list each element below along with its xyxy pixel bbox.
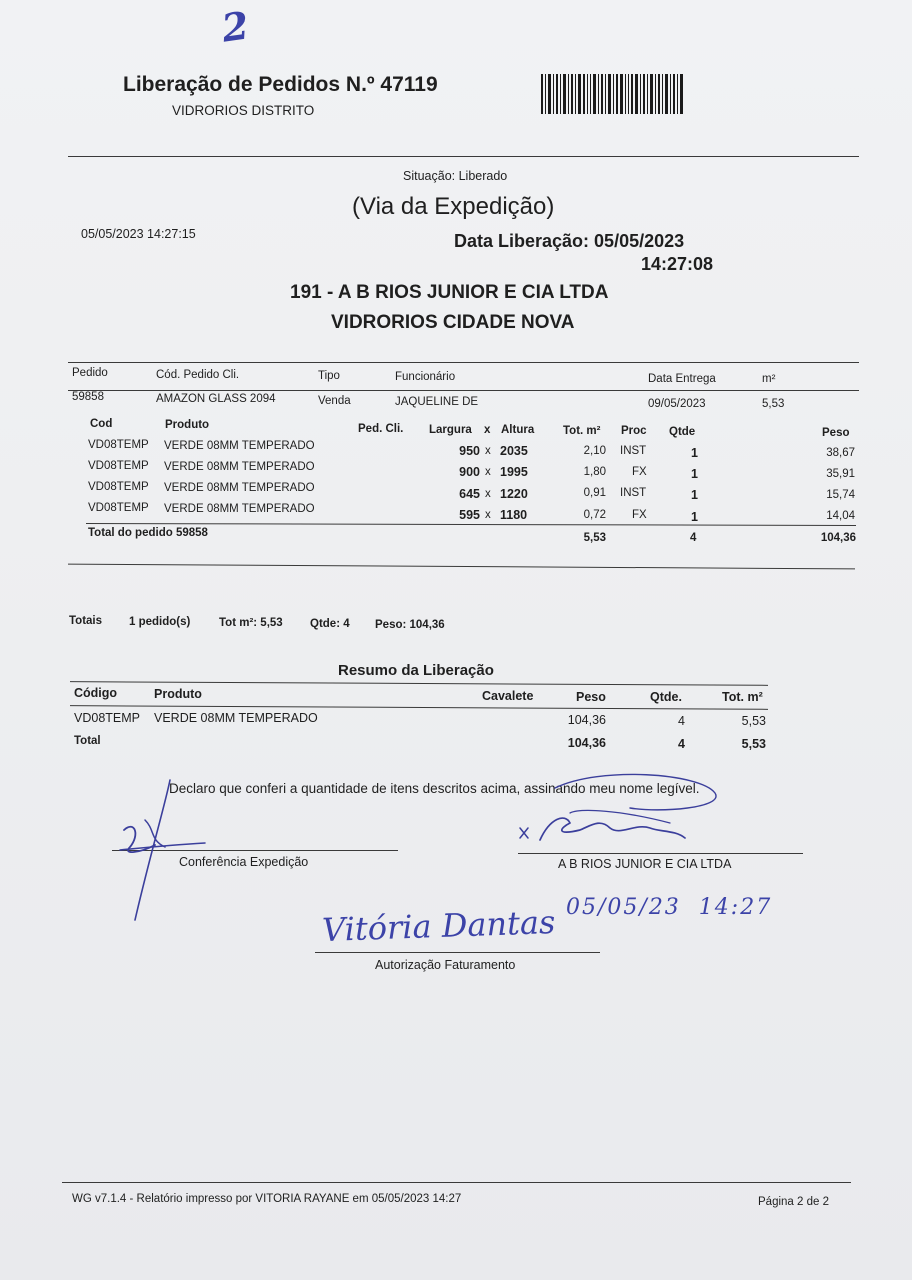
totais-m2: Tot m²: 5,53 xyxy=(219,617,283,629)
document-title: Liberação de Pedidos N.º 47119 xyxy=(123,73,438,96)
items-col-largura: Largura xyxy=(429,424,472,436)
item-qtde: 1 xyxy=(691,488,698,502)
item-peso: 14,04 xyxy=(826,510,855,522)
printed-datetime: 05/05/2023 14:27:15 xyxy=(81,227,196,241)
resumo-col-cavalete: Cavalete xyxy=(482,689,534,703)
item-altura: 2035 xyxy=(500,444,528,458)
resumo-row-codigo: VD08TEMP xyxy=(74,711,140,725)
items-col-qtde: Qtde xyxy=(669,426,696,438)
item-produto: VERDE 08MM TEMPERADO xyxy=(164,503,315,515)
item-produto: VERDE 08MM TEMPERADO xyxy=(164,440,315,452)
footer-page-number: Página 2 de 2 xyxy=(758,1196,829,1208)
company-name: VIDRORIOS DISTRITO xyxy=(172,103,315,118)
item-peso: 15,74 xyxy=(826,489,855,501)
items-col-ped-cli: Ped. Cli. xyxy=(358,423,404,435)
items-total-qtde: 4 xyxy=(690,532,697,544)
item-proc: INST xyxy=(620,487,647,499)
handwritten-name-signature: Vitória Dantas xyxy=(321,902,556,950)
item-x: x xyxy=(485,488,491,500)
conferencia-signature-icon xyxy=(110,775,220,925)
barcode-icon xyxy=(541,74,683,114)
item-largura: 900 xyxy=(459,465,480,479)
label-conferencia-expedicao: Conferência Expedição xyxy=(179,855,309,869)
items-col-peso: Peso xyxy=(822,427,850,439)
item-tot-m2: 0,91 xyxy=(583,487,606,499)
item-qtde: 1 xyxy=(691,446,698,460)
order-pedido-value: 59858 xyxy=(72,391,104,403)
resumo-header-rule xyxy=(70,705,768,710)
hora-liberacao: 14:27:08 xyxy=(641,254,714,274)
order-data-entrega-value: 09/05/2023 xyxy=(648,398,706,410)
item-proc: FX xyxy=(632,509,647,521)
items-total-label: Total do pedido 59858 xyxy=(88,527,208,539)
col-pedido: Pedido xyxy=(72,367,108,379)
client-signature-icon xyxy=(510,768,730,858)
item-proc: INST xyxy=(620,445,647,457)
handwritten-date: 05/05/23 14:27 xyxy=(566,895,773,920)
item-altura: 1180 xyxy=(500,508,528,522)
item-altura: 1220 xyxy=(500,487,528,501)
footer-report-info: WG v7.1.4 - Relatório impresso por VITORIA RAYANE em 05/05/2023 14:27 xyxy=(72,1193,462,1205)
item-tot-m2: 2,10 xyxy=(583,445,606,457)
col-cod-pedido-cli: Cód. Pedido Cli. xyxy=(156,369,240,381)
col-funcionario: Funcionário xyxy=(395,371,456,383)
resumo-top-rule xyxy=(70,681,768,686)
item-x: x xyxy=(485,445,491,457)
resumo-row-tot-m2: 5,53 xyxy=(741,714,766,728)
col-m2: m² xyxy=(762,373,776,385)
item-proc: FX xyxy=(632,466,647,478)
item-peso: 35,91 xyxy=(826,468,855,480)
order-header-top-rule xyxy=(68,362,859,363)
label-autorizacao-faturamento: Autorização Faturamento xyxy=(375,958,516,972)
data-liberacao: Data Liberação: 05/05/2023 xyxy=(454,231,685,251)
header-divider xyxy=(68,156,859,157)
resumo-row-qtde: 4 xyxy=(678,714,685,728)
item-cod: VD08TEMP xyxy=(88,439,149,451)
items-total-peso: 104,36 xyxy=(820,532,856,544)
items-col-tot-m2: Tot. m² xyxy=(563,425,601,437)
item-altura: 1995 xyxy=(500,465,528,479)
resumo-row-peso: 104,36 xyxy=(567,713,606,727)
item-qtde: 1 xyxy=(691,510,698,524)
item-tot-m2: 1,80 xyxy=(583,466,606,478)
resumo-total-m2: 5,53 xyxy=(741,737,766,751)
handwritten-page-mark: 2 xyxy=(218,2,252,51)
item-peso: 38,67 xyxy=(826,447,855,459)
item-produto: VERDE 08MM TEMPERADO xyxy=(164,461,315,473)
order-header-mid-rule xyxy=(68,390,859,391)
item-qtde: 1 xyxy=(691,467,698,481)
item-x: x xyxy=(485,466,491,478)
footer-rule xyxy=(62,1182,851,1183)
item-largura: 645 xyxy=(459,487,480,501)
resumo-col-produto: Produto xyxy=(154,687,202,701)
resumo-total-qtde: 4 xyxy=(678,737,685,751)
status-situacao: Situação: Liberado xyxy=(403,169,508,183)
resumo-title: Resumo da Liberação xyxy=(338,662,494,679)
totais-qtde: Qtde: 4 xyxy=(310,618,350,630)
order-bottom-rule xyxy=(68,564,855,570)
client-name: 191 - A B RIOS JUNIOR E CIA LTDA xyxy=(290,282,609,303)
item-cod: VD08TEMP xyxy=(88,460,149,472)
totais-label: Totais xyxy=(69,615,103,627)
item-largura: 595 xyxy=(459,508,480,522)
item-cod: VD08TEMP xyxy=(88,481,149,493)
signature-line-autorizacao xyxy=(315,952,600,953)
store-name: VIDRORIOS CIDADE NOVA xyxy=(331,312,575,333)
item-x: x xyxy=(485,509,491,521)
items-col-altura: Altura xyxy=(501,424,535,436)
order-funcionario-value: JAQUELINE DE xyxy=(395,396,479,408)
item-tot-m2: 0,72 xyxy=(583,509,606,521)
resumo-row-produto: VERDE 08MM TEMPERADO xyxy=(154,711,318,725)
order-tipo-value: Venda xyxy=(318,395,351,407)
col-data-entrega: Data Entrega xyxy=(648,373,716,385)
totais-pedidos: 1 pedido(s) xyxy=(129,616,191,628)
items-total-rule xyxy=(86,523,856,526)
declaration-text: Declaro que conferi a quantidade de itens descritos acima, assinando meu nome legível. xyxy=(169,781,700,796)
items-col-proc: Proc xyxy=(621,425,647,437)
via-label: (Via da Expedição) xyxy=(352,193,555,220)
item-cod: VD08TEMP xyxy=(88,502,149,514)
order-cod-cli-value: AMAZON GLASS 2094 xyxy=(156,393,276,405)
items-col-x: x xyxy=(484,424,491,436)
order-m2-value: 5,53 xyxy=(762,398,785,410)
totais-peso: Peso: 104,36 xyxy=(375,619,445,631)
items-col-cod: Cod xyxy=(90,418,113,430)
items-total-m2: 5,53 xyxy=(583,532,606,544)
col-tipo: Tipo xyxy=(318,370,340,382)
item-produto: VERDE 08MM TEMPERADO xyxy=(164,482,315,494)
resumo-total-peso: 104,36 xyxy=(567,736,606,750)
items-col-produto: Produto xyxy=(165,419,210,431)
resumo-col-qtde: Qtde. xyxy=(650,690,682,704)
label-client-company: A B RIOS JUNIOR E CIA LTDA xyxy=(558,857,732,871)
resumo-total-label: Total xyxy=(74,735,101,747)
resumo-col-codigo: Código xyxy=(74,686,118,700)
resumo-col-tot-m2: Tot. m² xyxy=(722,690,763,704)
item-largura: 950 xyxy=(459,444,480,458)
resumo-col-peso: Peso xyxy=(576,690,606,704)
